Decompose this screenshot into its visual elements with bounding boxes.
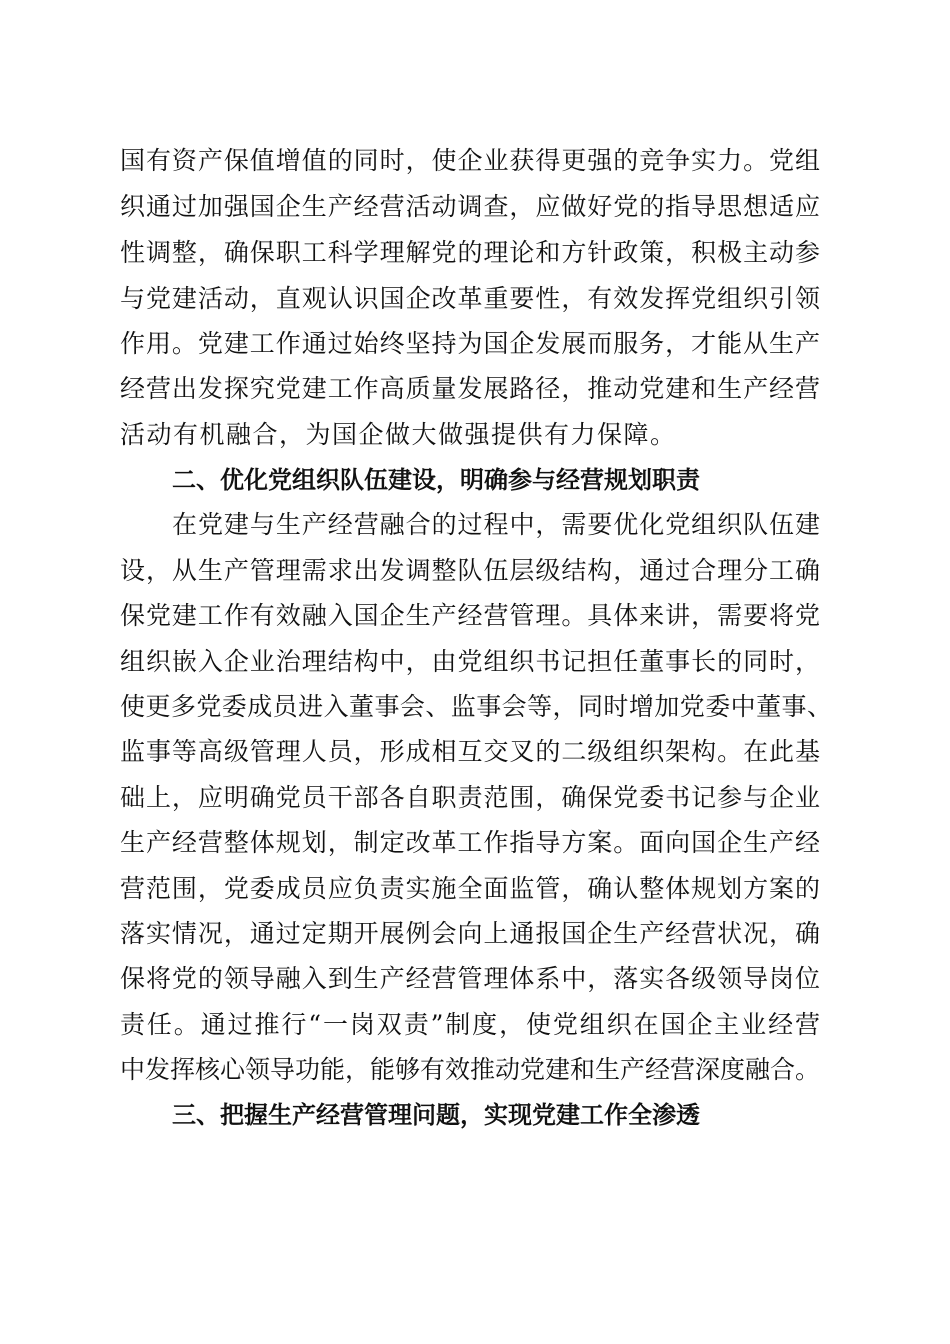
paragraph-2-line: 营范围，党委成员应负责实施全面监管，确认整体规划方案的 — [120, 874, 820, 903]
paragraph-2-line: 使更多党委成员进入董事会、监事会等，同时增加党委中董事、 — [120, 692, 832, 721]
paragraph-2-line: 中发挥核心领导功能，能够有效推动党建和生产经营深度融合。 — [120, 1055, 821, 1084]
paragraph-2-line: 组织嵌入企业治理结构中，由党组织书记担任董事长的同时， — [120, 647, 820, 676]
paragraph-2-line: 责任。通过推行“一岗双责”制度，使党组织在国企主业经营 — [120, 1010, 820, 1039]
paragraph-2-line: 落实情况，通过定期开展例会向上通报国企生产经营状况，确 — [120, 919, 820, 948]
paragraph-1-line: 国有资产保值增值的同时，使企业获得更强的竞争实力。党组 — [120, 146, 820, 175]
paragraph-1-line: 经营出发探究党建工作高质量发展路径，推动党建和生产经营 — [120, 374, 820, 403]
section-heading-2: 二、优化党组织队伍建设，明确参与经营规划职责 — [172, 466, 700, 494]
paragraph-2-line: 设，从生产管理需求出发调整队伍层级结构，通过合理分工确 — [120, 556, 820, 585]
paragraph-1-line: 与党建活动，直观认识国企改革重要性，有效发挥党组织引领 — [120, 284, 820, 313]
paragraph-2-line: 保将党的领导融入到生产经营管理体系中，落实各级领导岗位 — [120, 964, 820, 993]
paragraph-1-last-line: 活动有机融合，为国企做大做强提供有力保障。 — [120, 420, 677, 449]
paragraph-2-line: 保党建工作有效融入国企生产经营管理。具体来讲，需要将党 — [120, 601, 820, 630]
paragraph-2-line: 础上，应明确党员干部各自职责范围，确保党委书记参与企业 — [120, 783, 820, 812]
paragraph-1-line: 性调整，确保职工科学理解党的理论和方针政策，积极主动参 — [120, 238, 820, 267]
paragraph-1-line: 作用。党建工作通过始终坚持为国企发展而服务，才能从生产 — [120, 329, 820, 358]
section-heading-3: 三、把握生产经营管理问题，实现党建工作全渗透 — [172, 1101, 700, 1129]
paragraph-1-line: 织通过加强国企生产经营活动调查，应做好党的指导思想适应 — [120, 192, 820, 221]
paragraph-2-line: 生产经营整体规划，制定改革工作指导方案。面向国企生产经 — [120, 828, 820, 857]
paragraph-2-line: 监事等高级管理人员，形成相互交叉的二级组织架构。在此基 — [120, 737, 820, 766]
paragraph-2-first-line: 在党建与生产经营融合的过程中，需要优化党组织队伍建 — [172, 510, 820, 539]
